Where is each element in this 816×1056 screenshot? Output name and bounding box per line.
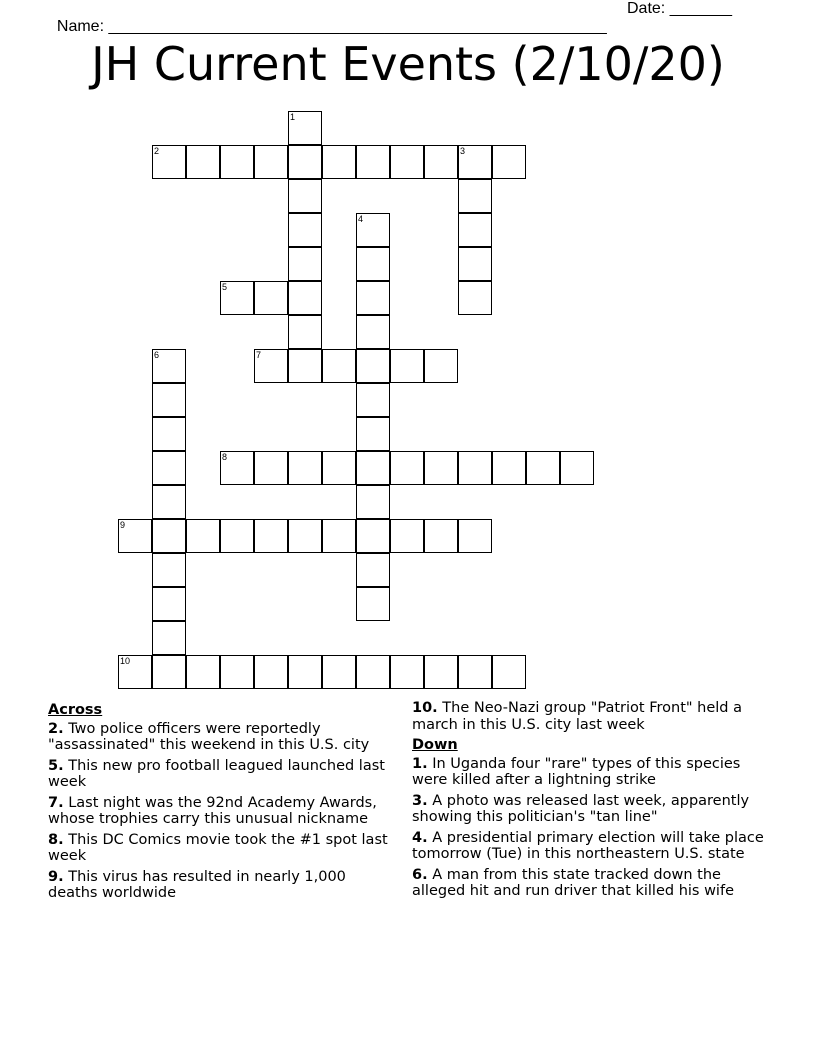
crossword-cell[interactable]	[220, 519, 254, 553]
clue-number: 3.	[412, 792, 428, 809]
crossword-cell[interactable]	[492, 451, 526, 485]
crossword-cell[interactable]	[458, 281, 492, 315]
clue-text: This new pro football leagued launched last week	[48, 757, 385, 790]
crossword-cell[interactable]	[322, 655, 356, 689]
crossword-cell[interactable]	[390, 451, 424, 485]
crossword-cell[interactable]	[424, 349, 458, 383]
crossword-cell[interactable]	[152, 621, 186, 655]
crossword-cell[interactable]	[288, 519, 322, 553]
clue-text: Last night was the 92nd Academy Awards, whose trophies carry this unusual nickname	[48, 794, 377, 827]
down-clue-list	[412, 756, 772, 900]
clue-item	[48, 721, 393, 754]
across-clue-list	[48, 721, 393, 902]
clue-item	[48, 832, 393, 865]
crossword-cell[interactable]	[220, 145, 254, 179]
clue-number: 9.	[48, 868, 64, 885]
crossword-cell[interactable]	[288, 655, 322, 689]
crossword-cell[interactable]	[458, 247, 492, 281]
crossword-cell[interactable]	[458, 145, 492, 179]
crossword-cell[interactable]	[390, 519, 424, 553]
clue-text: A presidential primary election will take place tomorrow (Tue) in this northeastern U.S. state	[412, 829, 764, 862]
clue-number-label: 9	[120, 520, 126, 530]
clue-item	[412, 793, 772, 826]
clue-item	[48, 869, 393, 902]
crossword-cell[interactable]	[356, 281, 390, 315]
crossword-cell[interactable]	[322, 145, 356, 179]
clue-item	[412, 756, 772, 789]
clue-item	[412, 830, 772, 863]
crossword-cell[interactable]	[526, 451, 560, 485]
crossword-cell[interactable]	[288, 315, 322, 349]
crossword-cell[interactable]	[458, 179, 492, 213]
clue-number: 5.	[48, 757, 64, 774]
crossword-cell[interactable]	[118, 655, 152, 689]
clue-text: A man from this state tracked down the alleged hit and run driver that killed his wife	[412, 866, 734, 899]
crossword-cell[interactable]	[254, 349, 288, 383]
crossword-cell[interactable]	[118, 519, 152, 553]
crossword-cell[interactable]	[288, 213, 322, 247]
across-clue-list-continued	[412, 700, 772, 733]
clue-text: A photo was released last week, apparently showing this politician's "tan line"	[412, 792, 750, 825]
crossword-cell[interactable]	[458, 519, 492, 553]
crossword-cell[interactable]	[356, 655, 390, 689]
crossword-cell[interactable]	[492, 145, 526, 179]
clue-number-label: 10	[120, 656, 131, 666]
crossword-cell[interactable]	[220, 281, 254, 315]
page-title: JH Current Events (2/10/20)	[91, 37, 725, 91]
clue-number-label: 3	[460, 146, 466, 156]
crossword-cell[interactable]	[424, 519, 458, 553]
clue-number-label: 6	[154, 350, 160, 360]
crossword-cell[interactable]	[288, 111, 322, 145]
clue-text: Two police officers were reportedly "assassinated" this weekend in this U.S. city	[48, 720, 370, 753]
crossword-cell[interactable]	[356, 213, 390, 247]
crossword-cell[interactable]	[152, 519, 186, 553]
crossword-cell[interactable]	[288, 281, 322, 315]
crossword-cell[interactable]	[288, 349, 322, 383]
clue-text: This DC Comics movie took the #1 spot last week	[48, 831, 388, 864]
crossword-cell[interactable]	[288, 145, 322, 179]
crossword-cell[interactable]	[424, 655, 458, 689]
name-field-label[interactable]: Name: ________________________________________________________	[56, 18, 607, 35]
crossword-cell[interactable]	[254, 519, 288, 553]
across-heading: Across	[48, 702, 103, 718]
crossword-cell[interactable]	[152, 451, 186, 485]
crossword-cell[interactable]	[220, 451, 254, 485]
crossword-cell[interactable]	[186, 145, 220, 179]
clue-number: 1.	[412, 755, 428, 772]
crossword-cell[interactable]	[288, 451, 322, 485]
crossword-cell[interactable]	[254, 145, 288, 179]
clue-number: 7.	[48, 794, 64, 811]
clues-left-column	[48, 700, 393, 906]
clue-number-label: 1	[290, 112, 296, 122]
crossword-cell[interactable]	[322, 349, 356, 383]
clue-item	[48, 795, 393, 828]
crossword-cell[interactable]	[356, 145, 390, 179]
clues-right-column	[412, 700, 772, 904]
clue-item	[412, 700, 772, 733]
crossword-cell[interactable]	[356, 451, 390, 485]
clue-number-label: 7	[256, 350, 262, 360]
crossword-cell[interactable]	[356, 417, 390, 451]
crossword-cell[interactable]	[458, 655, 492, 689]
clue-number: 10.	[412, 700, 438, 716]
crossword-cell[interactable]	[356, 553, 390, 587]
clue-text: This virus has resulted in nearly 1,000 deaths worldwide	[48, 868, 346, 901]
clue-number: 4.	[412, 829, 428, 846]
crossword-cell[interactable]	[288, 247, 322, 281]
crossword-cell[interactable]	[356, 519, 390, 553]
crossword-cell[interactable]	[458, 451, 492, 485]
clue-number-label: 4	[358, 214, 364, 224]
down-heading: Down	[412, 737, 458, 753]
crossword-cell[interactable]	[560, 451, 594, 485]
crossword-cell[interactable]	[152, 655, 186, 689]
crossword-cell[interactable]	[458, 213, 492, 247]
crossword-cell[interactable]	[254, 655, 288, 689]
clue-number-label: 5	[222, 282, 228, 292]
crossword-cell[interactable]	[322, 519, 356, 553]
crossword-cell[interactable]	[152, 587, 186, 621]
crossword-cell[interactable]	[186, 655, 220, 689]
clue-number: 6.	[412, 866, 428, 883]
crossword-cell[interactable]	[424, 145, 458, 179]
crossword-cell[interactable]	[390, 655, 424, 689]
crossword-cell[interactable]	[356, 349, 390, 383]
crossword-cell[interactable]	[220, 655, 254, 689]
crossword-cell[interactable]	[356, 247, 390, 281]
date-field-label[interactable]: Date: _______	[627, 0, 732, 17]
clue-number: 8.	[48, 831, 64, 848]
clue-item	[412, 867, 772, 900]
clue-number-label: 8	[222, 452, 228, 462]
crossword-cell[interactable]	[492, 655, 526, 689]
crossword-cell[interactable]	[152, 145, 186, 179]
crossword-cell[interactable]	[152, 417, 186, 451]
crossword-cell[interactable]	[254, 281, 288, 315]
crossword-cell[interactable]	[356, 383, 390, 417]
crossword-cell[interactable]	[254, 451, 288, 485]
crossword-cell[interactable]	[186, 519, 220, 553]
crossword-cell[interactable]	[356, 315, 390, 349]
crossword-cell[interactable]	[390, 145, 424, 179]
crossword-cell[interactable]	[424, 451, 458, 485]
crossword-cell[interactable]	[152, 485, 186, 519]
clue-text: In Uganda four "rare" types of this species were killed after a lightning strike	[412, 755, 741, 788]
crossword-cell[interactable]	[356, 587, 390, 621]
crossword-cell[interactable]	[288, 179, 322, 213]
clue-item	[48, 758, 393, 791]
crossword-cell[interactable]	[390, 349, 424, 383]
clue-text: The Neo-Nazi group "Patriot Front" held a march in this U.S. city last week	[412, 700, 742, 733]
clue-number: 2.	[48, 720, 64, 737]
clue-number-label: 2	[154, 146, 160, 156]
crossword-cell[interactable]	[322, 451, 356, 485]
header-line	[48, 0, 768, 35]
crossword-cell[interactable]	[152, 349, 186, 383]
crossword-cell[interactable]	[356, 485, 390, 519]
crossword-cell[interactable]	[152, 553, 186, 587]
crossword-cell[interactable]	[152, 383, 186, 417]
